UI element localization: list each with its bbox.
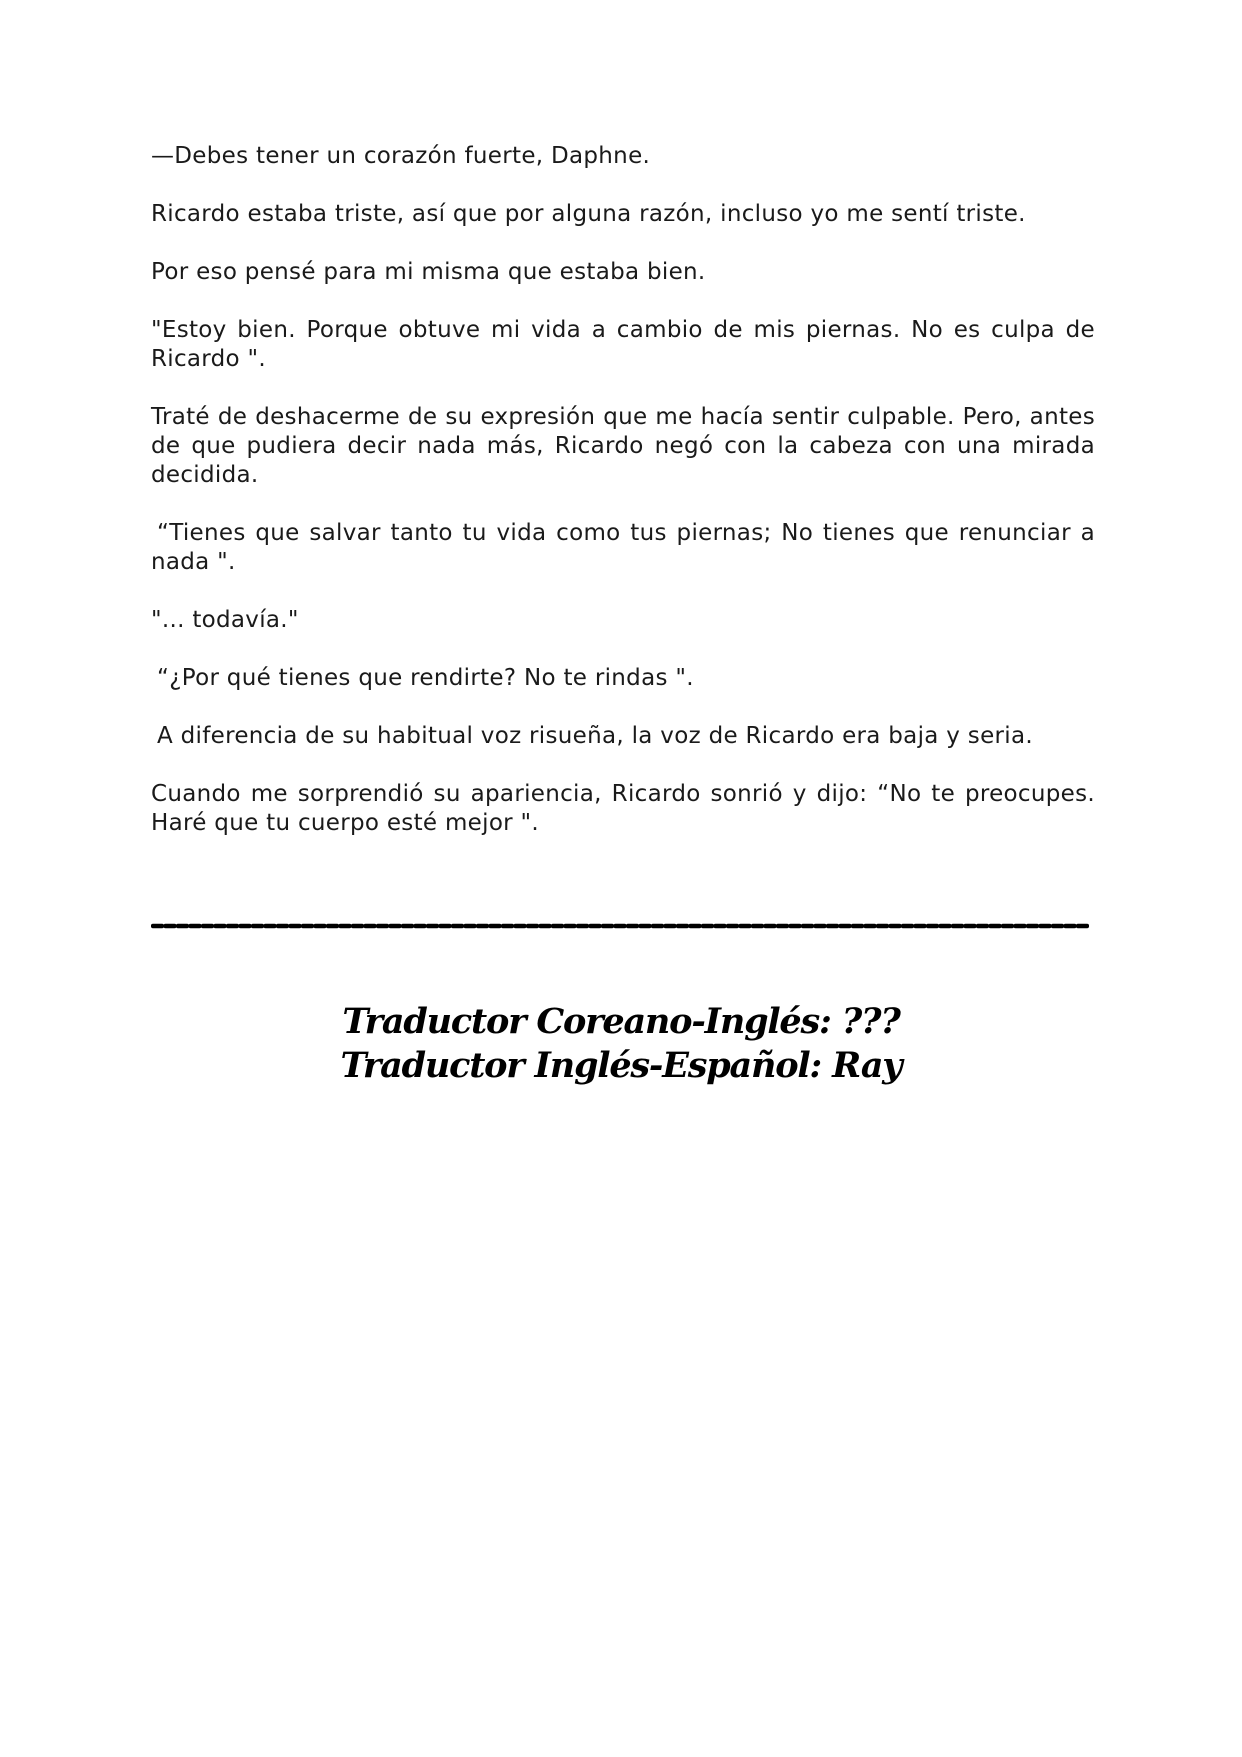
dashed-divider [151,920,1089,932]
credit-english-spanish: Traductor Inglés-Español: Ray [340,1045,902,1086]
translator-credits [0,1000,1242,1088]
paragraph-3: Por eso pensé para mi misma que estaba bien. [151,259,706,285]
paragraph-1: —Debes tener un corazón fuerte, Daphne. [151,143,651,169]
credit-korean-english: Traductor Coreano-Inglés: ??? [342,1001,900,1042]
dashed-divider-line [151,920,1089,932]
chapter-text [151,142,1095,867]
paragraph-9: A diferencia de su habitual voz risueña, la voz de Ricardo era baja y seria. [157,723,1033,749]
paragraph-4: "Estoy bien. Porque obtuve mi vida a cambio de mis piernas. No es culpa de Ricardo ". [151,317,1095,372]
paragraph-5: Traté de deshacerme de su expresión que me hacía sentir culpable. Pero, antes de que pudiera decir nada más, Ricardo negó con la cabeza con una mirada decidida. [151,404,1095,488]
paragraph-6: “Tienes que salvar tanto tu vida como tus piernas; No tienes que renunciar a nada ". [151,520,1095,575]
paragraph-10: Cuando me sorprendió su apariencia, Ricardo sonrió y dijo: “No te preocupes. Haré que tu cuerpo esté mejor ". [151,781,1095,836]
paragraph-7: "... todavía." [151,607,299,633]
paragraph-8: “¿Por qué tienes que rendirte? No te rindas ". [157,665,694,691]
paragraph-2: Ricardo estaba triste, así que por alguna razón, incluso yo me sentí triste. [151,201,1026,227]
